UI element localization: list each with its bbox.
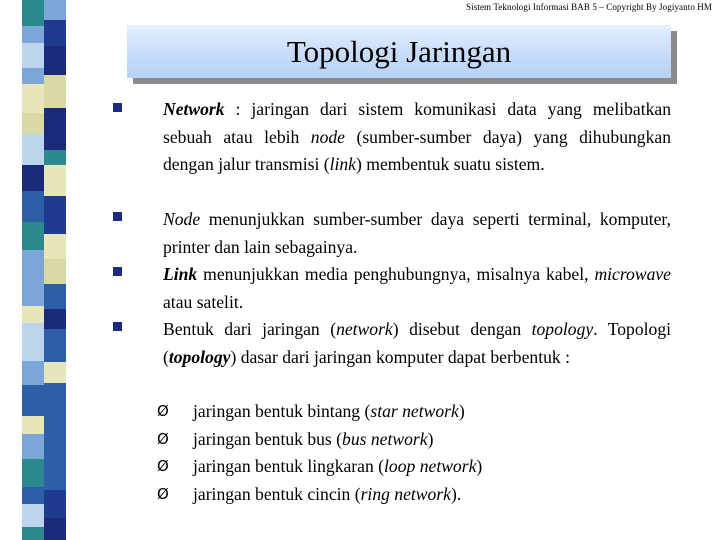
- mosaic-tile: [22, 385, 44, 416]
- list-item: Ø jaringan bentuk bus (bus network): [157, 426, 677, 454]
- decorative-mosaic-strip: [22, 0, 66, 540]
- mosaic-tile: [22, 487, 44, 504]
- mosaic-tile: [22, 222, 44, 250]
- mosaic-tile: [44, 284, 66, 309]
- mosaic-tile: [44, 108, 66, 125]
- arrow-bullet-icon: Ø: [157, 484, 169, 503]
- mosaic-tile: [44, 46, 66, 75]
- mosaic-tile: [22, 84, 44, 113]
- mosaic-tile: [22, 68, 44, 84]
- square-bullet-icon: [113, 267, 122, 276]
- term-link: Link: [163, 264, 198, 284]
- mosaic-tile: [44, 490, 66, 518]
- mosaic-tile: [22, 323, 44, 361]
- list-item: Ø jaringan bentuk bintang (star network): [157, 398, 677, 426]
- mosaic-tile: [44, 165, 66, 196]
- mosaic-tile: [22, 504, 44, 527]
- paragraph-link: Link menunjukkan media penghubungnya, misalnya kabel, microwave atau satelit.: [163, 264, 671, 312]
- mosaic-tile: [44, 362, 66, 383]
- mosaic-tile: [22, 306, 44, 323]
- mosaic-tile: [44, 75, 66, 108]
- mosaic-tile: [44, 196, 66, 234]
- mosaic-tile: [44, 419, 66, 457]
- mosaic-tile: [44, 457, 66, 490]
- mosaic-tile: [22, 434, 44, 459]
- copyright-header: Sistem Teknologi Informasi BAB 5 – Copyright By Jogiyanto HM: [466, 2, 712, 12]
- mosaic-tile: [44, 518, 66, 540]
- mosaic-tile: [22, 250, 44, 268]
- mosaic-tile: [22, 134, 44, 165]
- mosaic-tile: [44, 259, 66, 284]
- mosaic-tile: [44, 234, 66, 259]
- list-item: Ø jaringan bentuk lingkaran (loop network): [157, 453, 677, 481]
- mosaic-tile: [44, 383, 66, 419]
- mosaic-tile: [22, 0, 44, 26]
- mosaic-tile: [22, 416, 44, 434]
- arrow-bullet-icon: Ø: [157, 429, 169, 448]
- paragraph-topology: Bentuk dari jaringan (network) disebut dengan topology. Topologi (topology) dasar dari jaringan komputer dapat berbentuk :: [163, 319, 672, 367]
- mosaic-tile: [22, 191, 44, 222]
- mosaic-tile: [22, 43, 44, 68]
- mosaic-tile: [22, 268, 44, 306]
- topology-types-list: [157, 398, 677, 508]
- mosaic-tile: [44, 125, 66, 150]
- square-bullet-icon: [113, 322, 122, 331]
- mosaic-tile: [44, 150, 66, 165]
- arrow-bullet-icon: Ø: [157, 402, 169, 420]
- slide-title: Topologi Jaringan: [127, 25, 671, 78]
- mosaic-tile: [44, 20, 66, 46]
- paragraph-node: Node menunjukkan sumber-sumber daya seperti terminal, komputer, printer dan lain sebagainya.: [163, 209, 671, 257]
- mosaic-tile: [22, 26, 44, 43]
- paragraph-network: Network : jaringan dari sistem komunikasi data yang melibatkan sebuah atau lebih node (sumber-sumber daya) yang dihubungkan dengan jalur transmisi (link) membentuk suatu sistem.: [163, 99, 671, 175]
- mosaic-tile: [44, 309, 66, 329]
- term-network: Network: [163, 99, 225, 119]
- term-node: Node: [163, 209, 201, 229]
- mosaic-tile: [22, 113, 44, 134]
- mosaic-tile: [22, 527, 44, 540]
- square-bullet-icon: [113, 103, 122, 112]
- arrow-bullet-icon: Ø: [157, 457, 169, 476]
- list-item: Ø jaringan bentuk cincin (ring network).: [157, 481, 677, 509]
- mosaic-tile: [44, 329, 66, 362]
- mosaic-tile: [22, 361, 44, 385]
- mosaic-tile: [22, 165, 44, 191]
- mosaic-tile: [22, 459, 44, 487]
- mosaic-tile: [44, 0, 66, 20]
- square-bullet-icon: [113, 212, 122, 221]
